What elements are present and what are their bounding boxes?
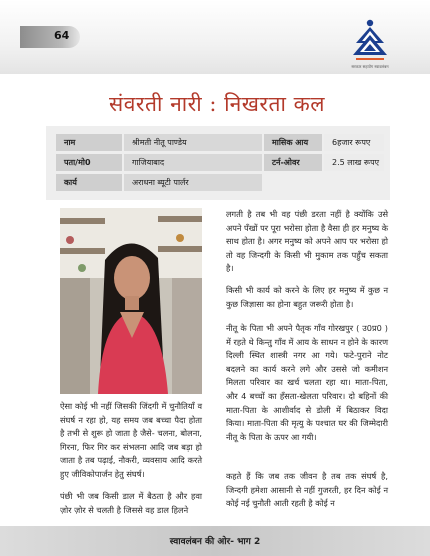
work-value: अराधना ब्यूटी पार्लर [124,174,262,191]
turnover-label: टर्न-ओवर [264,154,322,171]
right-paragraph-1: लगती है तब भी वह पंछी डरता नहीं है क्योंकि उसे अपने पँखों पर पूरा भरोसा होता है वैसा ही हर मनुष्य के साथ होता है। अगर मनुष्य को अपने आप पर भरोसा हो तो वह जिन्दगी के किसी भी मुकाम तक पहुँच सकता है। [226,209,388,274]
logo-icon [350,18,390,64]
right-paragraph-4: कहते हैं कि जब तक जीवन है तब तक संघर्ष है, जिन्दगी हमेशा आसानी से नहीं गुजरती, हर दिन कोई न कोई नई चुनौती आती रहती है कोई न [226,471,388,509]
page-number: 64 [54,29,70,42]
right-paragraph-2: किसी भी कार्य को करने के लिए हर मनुष्य में कुछ न कुछ जिज्ञासा का होना बहुत जरूरी होता है। [226,285,388,309]
work-label: कार्य [56,174,122,191]
left-paragraph-1: ऐसा कोई भी नहीं जिसकी जिंदगी में चुनौतियाँ व संघर्ष न रहा हो, यह समय जब बच्चा पैदा होता है तभी से शुरू हो जाता है जैसे- चलना, बोलना, गिरना, फिर गिर कर संभलना आदि जब बड़ा हो जाता है तब पढ़ाई, नौकरी, व्यवसाय आदि करते हुए जीविकोपार्जन हेतु संघर्ष। [60,401,202,479]
name-value: श्रीमती नीतू पाण्डेय [124,134,262,151]
title-area [46,74,388,126]
logo-tagline: सरकार सहयोग स्वावलंबन [351,64,389,69]
name-label: नाम [56,134,122,151]
footer-band [0,526,430,556]
income-label: मासिक आय [264,134,322,151]
footer-text: स्वावलंबन की ओर- भाग 2 [169,537,261,547]
turnover-value: 2.5 लाख रूपए [324,154,384,171]
article-title: संवरती नारी : निखरता कल [109,92,325,116]
right-paragraph-3: नीतू के पिता भी अपने पैतृक गाँव गोरखपुर ( उ0प्र0 ) में रहते थे किन्तु गाँव में आय के साधन न होने के कारण दिल्ली स्थित शास्त्री नगर आ गये। फटे-पुराने नोट बदलने का कार्य करने लगे और उससे जो कमीशन मिलता परिवार का खर्च चलता रहा था। माता-पिता, और 4 बच्चों का हँसता-खेलता परिवार। दो बहिनों की माता-पिता के आशीर्वाद से डोली में बिठाकर विदा किया। माता-पिता की मृत्यु के पश्चात घर की जिम्मेदारी नीतू के पिता के ऊपर आ गयी। [226,323,388,442]
left-paragraph-2: पंछी भी जब किसी डाल में बैठता है और हवा ज़ोर ज़ोर से चलती है जिससे वह डाल हिलने [60,491,202,515]
address-value: गाजियाबाद [124,154,262,171]
address-label: पता/मो0 [56,154,122,171]
page-number-tab [20,26,80,48]
portrait-photo [60,208,202,394]
profile-info-box [46,126,390,200]
income-value: 6हजार रूपए [324,134,384,151]
